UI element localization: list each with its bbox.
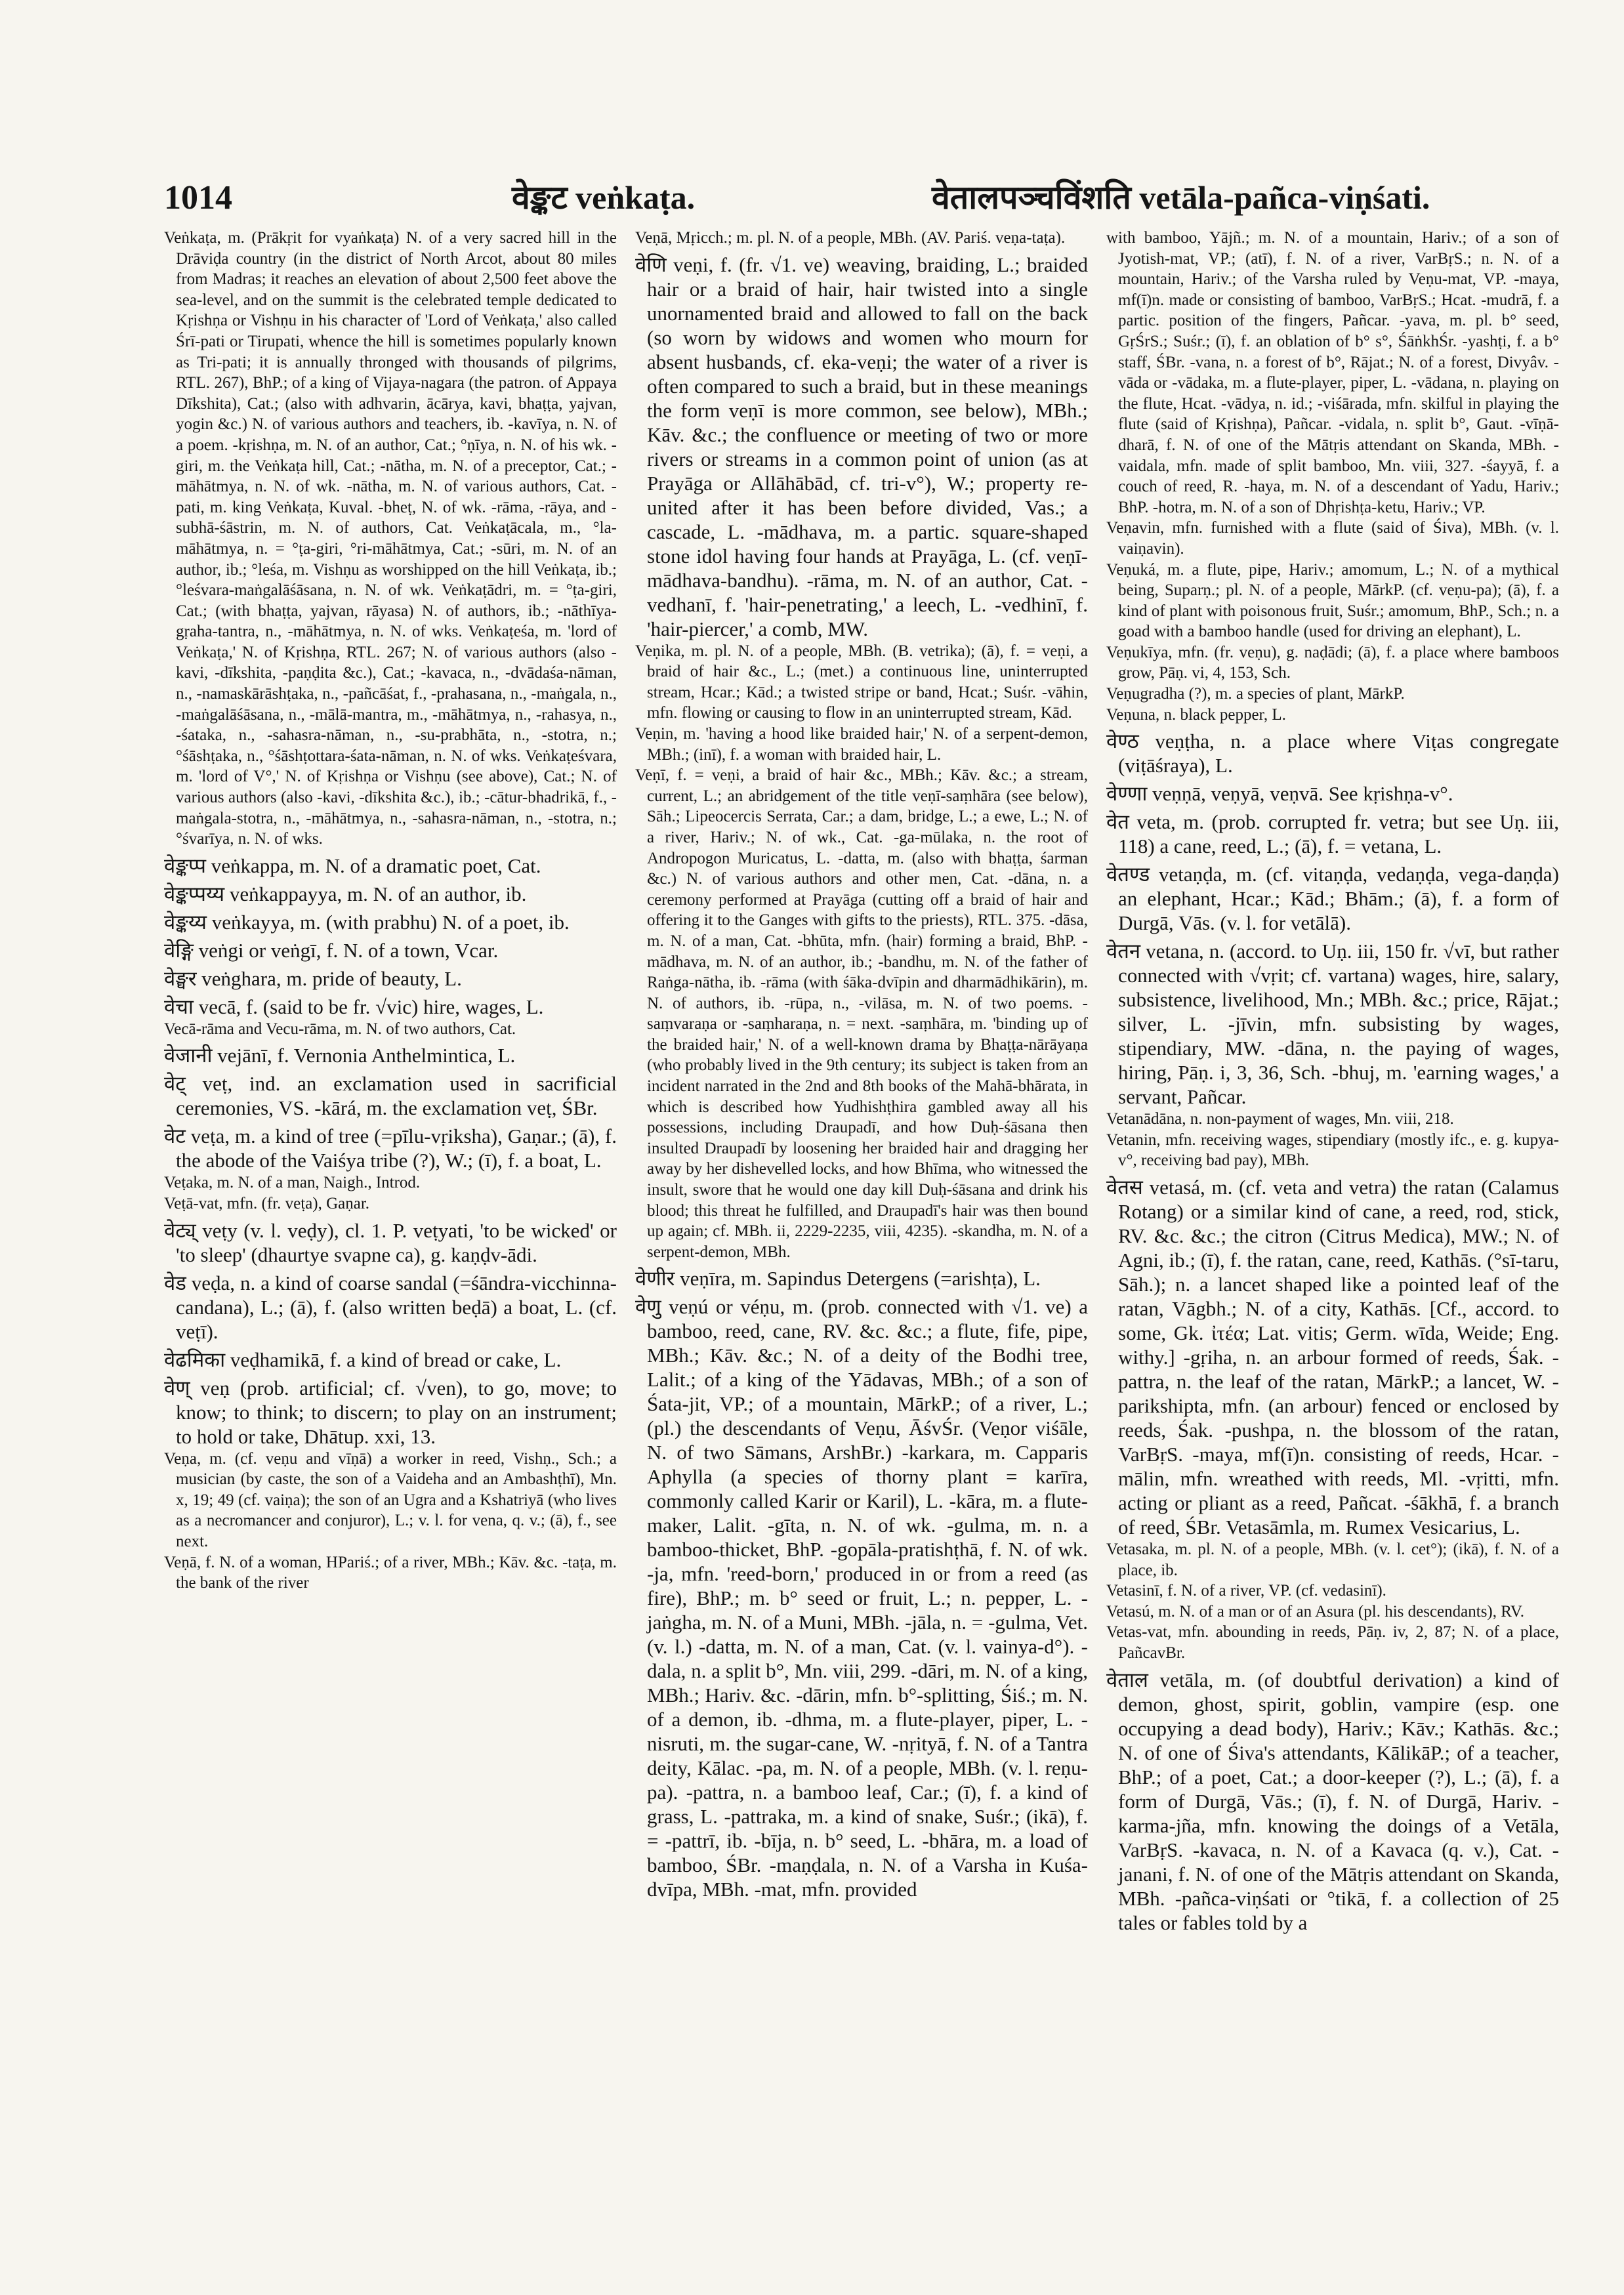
dictionary-entry: Veṇukīya, mfn. (fr. veṇu), g. naḍādi; (ā), f. a place where bamboos grow, Pāṇ. vi, 4, 153, Sch. xyxy=(1106,643,1559,682)
page-header xyxy=(164,174,1562,220)
page-number: 1014 xyxy=(164,179,232,217)
dictionary-entry: Veṇuna, n. black pepper, L. xyxy=(1106,705,1286,724)
column-3 xyxy=(1106,228,1559,1935)
dictionary-entry: Veṇa, m. (cf. veṇu and vīṇā) a worker in reed, Vishṇ., Sch.; a musician (by caste, the son of a Vaideha and an Ambashṭhī), Mn. x, 19; 49 (cf. vaiṇa); the son of an Ugra and a Kshatriyā (who lives as a necromancer and conjuror), L.; v. l. for vena, q. v.; (ā), f., see next. xyxy=(164,1449,617,1550)
dictionary-entry: वेणीर veṇīra, m. Sapindus Detergens (=arishṭa), L. xyxy=(635,1267,1041,1291)
dictionary-entry: वेट् veṭ, ind. an exclamation used in sacrificial ceremonies, VS. -kārá, m. the exclamation veṭ, ŚBr. xyxy=(164,1072,617,1120)
dictionary-entry: वेङ्गि veṅgi or veṅgī, f. N. of a town, Vcar. xyxy=(164,938,499,962)
header-right-headword: वेतालपञ्चविंशति vetāla-pañca-viṇśati. xyxy=(932,179,1430,216)
dictionary-entry: Vetas-vat, mfn. abounding in reeds, Pāṇ. iv, 2, 87; N. of a place, PañcavBr. xyxy=(1106,1623,1559,1662)
dictionary-entry: वेङ्कय्य veṅkayya, m. (with prabhu) N. of a poet, ib. xyxy=(164,910,570,934)
dictionary-entry: वेत veta, m. (prob. corrupted fr. vetra; but see Uṇ. iii, 118) a cane, reed, L.; (ā), f. = vetana, L. xyxy=(1106,810,1559,858)
dictionary-entry: वेङ्कप्पय्य veṅkappayya, m. N. of an author, ib. xyxy=(164,882,527,905)
dictionary-entry: Vetasaka, m. pl. N. of a people, MBh. (v. l. cet°); (ikā), f. N. of a place, ib. xyxy=(1106,1540,1559,1579)
dictionary-entry: Veṇavin, mfn. furnished with a flute (said of Śiva), MBh. (v. l. vaiṇavin). xyxy=(1106,519,1559,558)
dictionary-entry: Veṅkaṭa, m. (Prākṛit for vyaṅkaṭa) N. of a very sacred hill in the Drāviḍa country (in the district of North Arcot, about 80 miles from Madras; it reaches an elevation of about 2,500 feet above the sea-level, and on the summit is the celebrated temple dedicated to Kṛishṇa or Vishṇu in his character of 'Lord of Veṅkaṭa,' also called Śrī-pati or Tirupati, whence the hill is sometimes popularly known as Tri-pati; it is annually thronged with thousands of pilgrims, RTL. 267), BhP.; of a king of Vijaya-nagara (the patron. of Appaya Dīkshita), Cat.; (also with adhvarin, ācārya, kavi, bhaṭṭa, yajvan, yogin &c.) N. of various authors and teachers, ib. -kavīya, n. N. of a poem. -kṛishṇa, m. N. of an author, Cat.; °ṇīya, n. N. of his wk. -giri, m. the Veṅkaṭa hill, Cat.; -nātha, m. N. of a preceptor, Cat.; -māhātmya, n. N. of wk. -nātha, m. N. of various authors, Cat. -pati, m. king Veṅkaṭa, Kuval. -bheṭ, N. of wk. -rāma, -rāya, and -subhā-śāstrin, m. N. of authors, Cat. Veṅkaṭācala, m., °la-māhātmya, n. = °ṭa-giri, °ri-māhātmya, Cat.; -sūri, m. N. of an author, ib.; °leśa, m. Vishṇu as worshipped on the hill Veṅkaṭa, ib.; °leśvara-maṅgalāśāsana, n. N. of wk. Veṅkaṭādri, m. = °ṭa-giri, Cat.; (with bhaṭṭa, yajvan, rāyasa) N. of authors, ib.; -nāthīya-gṛaha-tantra, n., -māhātmya, n. N. of wks. Veṅkaṭeśa, m. 'lord of Veṅkaṭa,' N. of Kṛishṇa, RTL. 267; N. of various authors (also -kavi, -dīkshita, -paṇḍita &c.), Cat.; -kavaca, n., -dvādaśa-nāman, n., -namaskārāshṭaka, n., -pañcāśat, f., -prahasana, n., -maṅgala, n., -maṅgalāśāsana, n., -mālā-mantra, m., -māhātmya, n., -rahasya, n., -śataka, n., -sahasra-nāman, n., -su-prabhāta, n., -stotra, n.; °śāshṭaka, n., °śāshṭottara-śata-nāman, n. N. of wks. Veṅkaṭeśvara, m. 'lord of V°,' N. of Kṛishṇa or Vishṇu (see above), Cat.; N. of various authors (also -kavi, -dīkshita &c.), ib.; -cātur-bhadrikā, f., -maṅgala-stotra, n., -māhātmya, n., -sahasra-nāman, n., -stotra, n.; °śvarīya, n. N. of wks. xyxy=(164,229,617,848)
dictionary-entry: वेढमिका veḍhamikā, f. a kind of bread or cake, L. xyxy=(164,1348,562,1371)
dictionary-entry: Veṇin, m. 'having a hood like braided hair,' N. of a serpent-demon, MBh.; (inī), f. a woman with braided hair, L. xyxy=(635,724,1088,764)
dictionary-entry: वेतस vetasá, m. (cf. veta and vetra) the ratan (Calamus Rotang) or a similar kind of cane, a reed, rod, stick, RV. &c. &c.; the citron (Citrus Medica), MW.; N. of Agni, ib.; (ī), f. the ratan, cane, reed, Kathās. (°sī-taru, Sāh.); n. a lancet shaped like a pointed leaf of the ratan, Vāgbh.; N. of a city, Kathās. [Cf., accord. to some, Gk. ἰτέα; Lat. vitis; Germ. wīda, Weide; Eng. withy.] -gṛiha, n. an arbour formed of reeds, Śak. -pattra, n. the leaf of the ratan, MārkP.; a lancet, W. -parikshipta, mfn. (an arbour) fenced or enclosed by reeds, Śak. -pushpa, n. the blossom of the ratan, VarBṛS. -maya, mf(ī)n. consisting of reeds, Hcar. -mālin, mfn. wreathed with reeds, Ml. -vṛitti, mfn. acting or pliant as a reed, Pañcat. -śākhā, f. a branch of reed, ŚBr. Vetasāmla, m. Rumex Vesicarius, L. xyxy=(1106,1176,1559,1539)
dictionary-entry: Vetanādāna, n. non-payment of wages, Mn. viii, 218. xyxy=(1106,1110,1454,1128)
dictionary-entry: वेणु veṇú or véṇu, m. (prob. connected with √1. ve) a bamboo, reed, cane, RV. &c. &c.; a flute, fife, pipe, MBh.; Kāv. &c.; N. of a deity of the Bodhi tree, Lalit.; of a king of the Yādavas, MBh.; of a son of Śata-jit, VP.; of a mountain, MārkP.; of a river, L.; (pl.) the descendants of Veṇu, ĀśvŚr. (Veṇor viśāle, N. of two Sāmans, ArshBr.) -karkara, m. Capparis Aphylla (a species of thorny plant = karīra, commonly called Karir or Karil), L. -kāra, m. a flute-maker, Lalit. -gīta, n. N. of wk. -gulma, m. n. a bamboo-thicket, BhP. -gopāla-pratishṭhā, f. N. of wk. -ja, mfn. 'reed-born,' produced in or from a reed (as fire), BhP.; m. b° seed or fruit, L.; n. pepper, L. -jaṅgha, m. N. of a Muni, MBh. -jāla, n. = -gulma, Vet. (v. l.) -datta, m. N. of a man, Cat. (v. l. vainya-d°). -dala, n. a split b°, Mn. viii, 299. -dāri, m. N. of a king, MBh.; Hariv. &c. -dārin, mfn. b°-splitting, Śiś.; m. N. of a demon, ib. -dhma, m. a flute-player, piper, L. -nisruti, m. the sugar-cane, W. -nṛityā, f. N. of a Tantra deity, Kālac. -pa, m. N. of a people, MBh. (v. l. reṇu-pa). -pattra, n. a bamboo leaf, Car.; (ī), f. a kind of grass, L. -pattraka, m. a kind of snake, Suśr.; (ikā), f. = -pattrī, ib. -bīja, n. b° seed, L. -bhāra, m. a load of bamboo, ŚBr. -maṇḍala, n. N. of a Varsha in Kuśa-dvīpa, MBh. -mat, mfn. provided xyxy=(635,1295,1088,1901)
header-left-headword: वेङ्कट veṅkaṭa. xyxy=(512,179,696,216)
dictionary-entry: वेण्ठ veṇṭha, n. a place where Viṭas congregate (viṭāśraya), L. xyxy=(1106,730,1559,777)
dictionary-entry: Veṭaka, m. N. of a man, Naigh., Introd. xyxy=(164,1174,421,1192)
dictionary-entry: वेड veḍa, n. a kind of coarse sandal (=śāndra-vicchinna-candana), L.; (ā), f. (also written beḍā) a boat, L. (cf. veṭī). xyxy=(164,1271,617,1343)
dictionary-entry: वेताल vetāla, m. (of doubtful derivation) a kind of demon, ghost, spirit, goblin, vampire (esp. one occupying a dead body), Hariv.; Kāv.; Kathās. &c.; N. of one of Śiva's attendants, KālikāP.; of a teacher, BhP.; of a poet, Cat.; a door-keeper (?), L.; (ā), f. a form of Durgā, Vās.; (ī), f. N. of Durgā, Hariv. -karma-jña, mfn. knowing the doings of a Vetāla, VarBṛS. -kavaca, n. N. of a Kavaca (q. v.), Cat. -janani, f. N. of one of the Mātṛis attendant on Skanda, MBh. -pañca-viṇśati or °tikā, f. a collection of 25 tales or fables told by a xyxy=(1106,1668,1559,1934)
dictionary-entry: with bamboo, Yājñ.; m. N. of a mountain, Hariv.; of a son of Jyotish-mat, VP.; (atī), f. N. of a river, VarBṛS.; n. N. of a mountain, Hariv.; of the Varsha ruled by Veṇu-mat, VP. -maya, mf(ī)n. made or consisting of bamboo, VarBṛS.; Hcat. -mudrā, f. a partic. position of the fingers, Pañcar. -yava, m. pl. b° seed, GṛŚrS.; Suśr.; (ī), f. an oblation of b° s°, ŚāṅkhŚr. -yashṭi, f. a b° staff, ŚBr. -vana, n. a forest of b°, Rājat.; N. of a forest, Divyâv. -vāda or -vādaka, m. a flute-player, piper, L. -vādana, n. playing on the flute, Hcat. -vādya, n. id.; -viśārada, mfn. skilful in playing the flute (said of Kṛishṇa), Pañcar. -vidala, n. split b°, Gaut. -vīṇā-dharā, f. N. of one of the Mātṛis attendant on Skanda, MBh. -vaidala, mfn. made of split bamboo, Mn. viii, 327. -śayyā, f. a couch of reed, R. -haya, m. N. of a descendant of Yadu, Hariv.; BhP. -hotra, m. N. of a son of Dhṛishṭa-ketu, Hariv.; VP. xyxy=(1106,229,1559,516)
dictionary-entry: वेट veṭa, m. a kind of tree (=pīlu-vṛiksha), Gaṇar.; (ā), f. the abode of the Vaiśya tribe (?), W.; (ī), f. a boat, L. xyxy=(164,1125,617,1172)
dictionary-entry: वेजानी vejānī, f. Vernonia Anthelmintica, L. xyxy=(164,1044,516,1067)
dictionary-entry: Veṇugradha (?), m. a species of plant, MārkP. xyxy=(1106,685,1405,703)
dictionary-entry: Vetanin, mfn. receiving wages, stipendiary (mostly ifc., e. g. kupya-v°, receiving bad pay), MBh. xyxy=(1106,1130,1559,1170)
dictionary-entry: Veṇā, f. N. of a woman, HPariś.; of a river, MBh.; Kāv. &c. -taṭa, m. the bank of the river xyxy=(164,1553,617,1592)
dictionary-entry: वेङ्कप्प veṅkappa, m. N. of a dramatic poet, Cat. xyxy=(164,854,541,877)
dictionary-entry: वेणि veṇi, f. (fr. √1. ve) weaving, braiding, L.; braided hair or a braid of hair, hair twisted into a single unornamented braid and allowed to fall on the back (so worn by widows and women who mourn for absent husbands, cf. eka-veṇi; the water of a river is often compared to such a braid, but in these meanings the form veṇī is more common, see below), MBh.; Kāv. &c.; the confluence or meeting of two or more rivers or streams in a common point of union (as at Prayāga or Allāhābād, cf. tri-v°), W.; property re-united after it has been before divided, Vas.; a cascade, L. -mādhava, m. a partic. square-shaped stone idol having four hands at Prayāga, L. (cf. veṇī-mādhava-bandhu). -rāma, m. N. of an author, Cat. -vedhanī, f. 'hair-penetrating,' a leech, L. -vedhinī, f. 'hair-piercer,' a comb, MW. xyxy=(635,253,1088,640)
dictionary-entry: Veṇika, m. pl. N. of a people, MBh. (B. vetrika); (ā), f. = veṇi, a braid of hair &c., L.; (met.) a continuous line, uninterrupted stream, Hcar.; Kād.; a twisted stripe or band, Hcat.; Suśr. -vāhin, mfn. flowing or causing to flow in an uninterrupted stream, Kād. xyxy=(635,642,1088,722)
dictionary-entry: Veṇī, f. = veṇi, a braid of hair &c., MBh.; Kāv. &c.; a stream, current, L.; an abridgement of the title veṇī-saṃhāra (see below), Sāh.; Lipeocercis Serrata, Car.; a dam, bridge, L.; a ewe, L.; N. of a river, Hariv.; N. of wk., Cat. -ga-mūlaka, n. the root of Andropogon Muricatus, L. -datta, m. (also with bhaṭṭa, śarman &c.) N. of various authors and other men, Cat. -dāna, n. a ceremony performed at Prayāga (cutting off a braid of hair and offering it to the Ganges with gifts to the priests), RTL. 375. -dāsa, m. N. of a man, Cat. -bhūta, mfn. (hair) forming a braid, BhP. -mādhava, m. N. of an author, ib.; -bandhu, m. N. of the father of Raṅga-nātha, ib. -rāma (with śāka-dvīpin and dharmādhikārin), m. N. of authors, ib. -rūpa, n., -vilāsa, m. N. of two poems. -saṃvaraṇa or -saṃharaṇa, n. = next. -saṃhāra, m. 'binding up of the braided hair,' N. of a well-known drama by Bhaṭṭa-nārāyaṇa (who probably lived in the 9th century; its subject is taken from an incident narrated in the 2nd and 8th books of the Mahā-bhārata, in which is described how Yudhishṭhira gambled away all his possessions, including Draupadī, and how Duḥ-śāsana then insulted Draupadī by loosening her braided hair and dragging her away by her dishevelled locks, and how Bhīma, who witnessed the insult, swore that he would one day kill Duḥ-śāsana and drink his blood; this threat he fulfilled, and Draupadī's hair was then bound up again; cf. MBh. ii, 2229-2235, viii, 4235). -skandha, m. N. of a serpent-demon, MBh. xyxy=(635,766,1088,1261)
dictionary-entry: Vecā-rāma and Vecu-rāma, m. N. of two authors, Cat. xyxy=(164,1020,516,1038)
dictionary-entry: वेण्णा veṇṇā, veṇyā, veṇvā. See kṛishṇa-v°. xyxy=(1106,782,1453,806)
dictionary-entry: वेङ्घर veṅghara, m. pride of beauty, L. xyxy=(164,966,462,990)
dictionary-entry: Veṇuká, m. a flute, pipe, Hariv.; amomum, L.; N. of a mythical being, Suparṇ.; pl. N. of a people, MārkP. (cf. veṇu-pa); (ā), f. a kind of plant with poisonous fruit, Suśr.; amomum, BhP., Sch.; n. a goad with a bamboo handle (used for driving an elephant), L. xyxy=(1106,560,1559,641)
column-1 xyxy=(164,228,617,1935)
dictionary-entry: Veṇā, Mṛicch.; m. pl. N. of a people, MBh. (AV. Pariś. veṇa-taṭa). xyxy=(635,229,1066,247)
dictionary-entry: Veṭā-vat, mfn. (fr. veṭa), Gaṇar. xyxy=(164,1195,370,1212)
dictionary-entry: वेण् veṇ (prob. artificial; cf. √ven), to go, move; to know; to think; to discern; to play on an instrument; to hold or take, Dhātup. xxi, 13. xyxy=(164,1376,617,1448)
column-2 xyxy=(635,228,1088,1935)
text-columns xyxy=(164,228,1562,1935)
dictionary-entry: वेचा vecā, f. (said to be fr. √vic) hire, wages, L. xyxy=(164,995,544,1018)
dictionary-entry: Vetasú, m. N. of a man or of an Asura (pl. his descendants), RV. xyxy=(1106,1602,1524,1621)
dictionary-entry: Vetasinī, f. N. of a river, VP. (cf. vedasinī). xyxy=(1106,1582,1386,1600)
dictionary-entry: वेतन vetana, n. (accord. to Uṇ. iii, 150 fr. √vī, but rather connected with √vṛit; cf. vartana) wages, hire, salary, subsistence, livelihood, Mn.; MBh. &c.; price, Rājat.; silver, L. -jīvin, mfn. subsisting by wages, stipendiary, MW. -dāna, n. the paying of wages, hiring, Pāṇ. i, 3, 36, Sch. -bhuj, m. 'earning wages,' a servant, Pañcar. xyxy=(1106,940,1559,1109)
dictionary-entry: वेट्य् veṭy (v. l. veḍy), cl. 1. P. veṭyati, 'to be wicked' or 'to sleep' (dhaurtye svapne ca), g. kaṇḍv-ādi. xyxy=(164,1218,617,1266)
dictionary-entry: वेतण्ड vetaṇḍa, m. (cf. vitaṇḍa, vedaṇḍa, vega-daṇḍa) an elephant, Hcar.; Kād.; Bhām.; (ā), f. a form of Durgā, Vās. (v. l. for vetālā). xyxy=(1106,863,1559,935)
